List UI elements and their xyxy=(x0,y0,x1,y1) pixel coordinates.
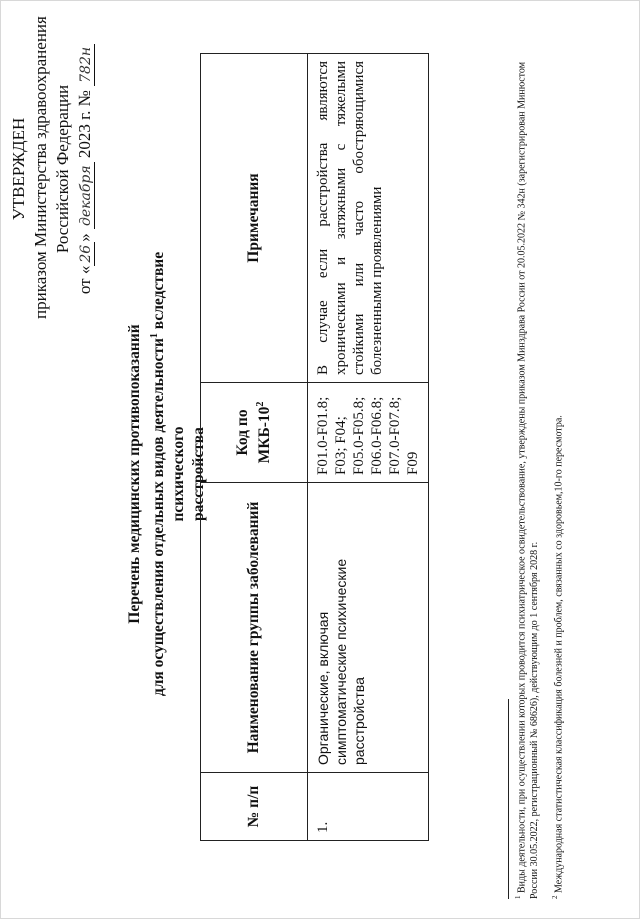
footnote-ref-1: 1 xyxy=(149,333,160,339)
header-disease-group: Наименование группы заболеваний xyxy=(201,483,308,773)
footnote-ref-2: 2 xyxy=(254,401,266,407)
header-notes: Примечания xyxy=(201,54,308,383)
document-title xyxy=(125,214,209,734)
table-row xyxy=(308,54,429,841)
header-number: № п/п xyxy=(201,773,308,841)
row-icd-codes: F01.0-F01.8; F03; F04; F05.0-F05.8; F06.0-F06.8; F07.0-F07.8; F09 xyxy=(308,383,429,483)
footnote-1-text: Виды деятельности, при осуществлении которых проводится психиатрическое освидетельствование, утверждены приказом Минздрава России от 20.05.2022 № 342н (зарегистрирован Минюстом России 30.05.2022, регистрационный № 68626), действующим до 1 сентября 2028 г. xyxy=(516,61,540,899)
approval-stamp xyxy=(8,16,97,319)
row-number: 1. xyxy=(308,773,429,841)
handwritten-month: декабря xyxy=(78,162,95,229)
date-year: 2023 г. № xyxy=(75,90,94,159)
footnote-2-text: Международная статистическая классификация болезней и проблем, связанных со здоровьем,10-го пересмотра. xyxy=(553,415,565,893)
title-line-2 xyxy=(145,214,189,734)
title-line-2-text: для осуществления отдельных видов деятельности xyxy=(150,338,168,697)
header-icd-code-text: Код по МКБ-10 xyxy=(233,406,274,464)
title-line-2-tail: вследствие психического xyxy=(150,251,188,522)
table-header-row xyxy=(201,54,308,841)
contraindications-table xyxy=(200,53,429,841)
header-icd-code xyxy=(201,383,308,483)
handwritten-order-number: 782н xyxy=(78,44,95,86)
footnote-1-mark: 1 xyxy=(514,895,522,899)
title-line-1: Перечень медицинских противопоказаний xyxy=(126,324,143,624)
date-prefix: от « xyxy=(75,265,94,295)
footnote-2 xyxy=(549,39,566,899)
footnotes xyxy=(512,39,569,899)
approval-line-2: Российской Федерации xyxy=(53,84,72,254)
row-note: В случае если расстройства являются хроническими и затяжными с тяжелыми стойкими или часто обостряющимися болезненными проявлениями xyxy=(308,54,429,383)
footnote-1 xyxy=(512,39,541,899)
row-disease-group: Органические, включая симптоматические психические расстройства xyxy=(308,483,429,773)
handwritten-day: 26 xyxy=(78,242,95,266)
approval-line-1: приказом Министерства здравоохранения xyxy=(31,16,50,319)
footnote-2-mark: 2 xyxy=(551,895,560,899)
title-line-3: расстройства xyxy=(190,427,208,521)
approval-date-line xyxy=(74,19,97,319)
approval-heading: УТВЕРЖДЕН xyxy=(9,117,28,221)
footnote-divider xyxy=(508,699,509,899)
date-mid: » xyxy=(75,233,94,242)
